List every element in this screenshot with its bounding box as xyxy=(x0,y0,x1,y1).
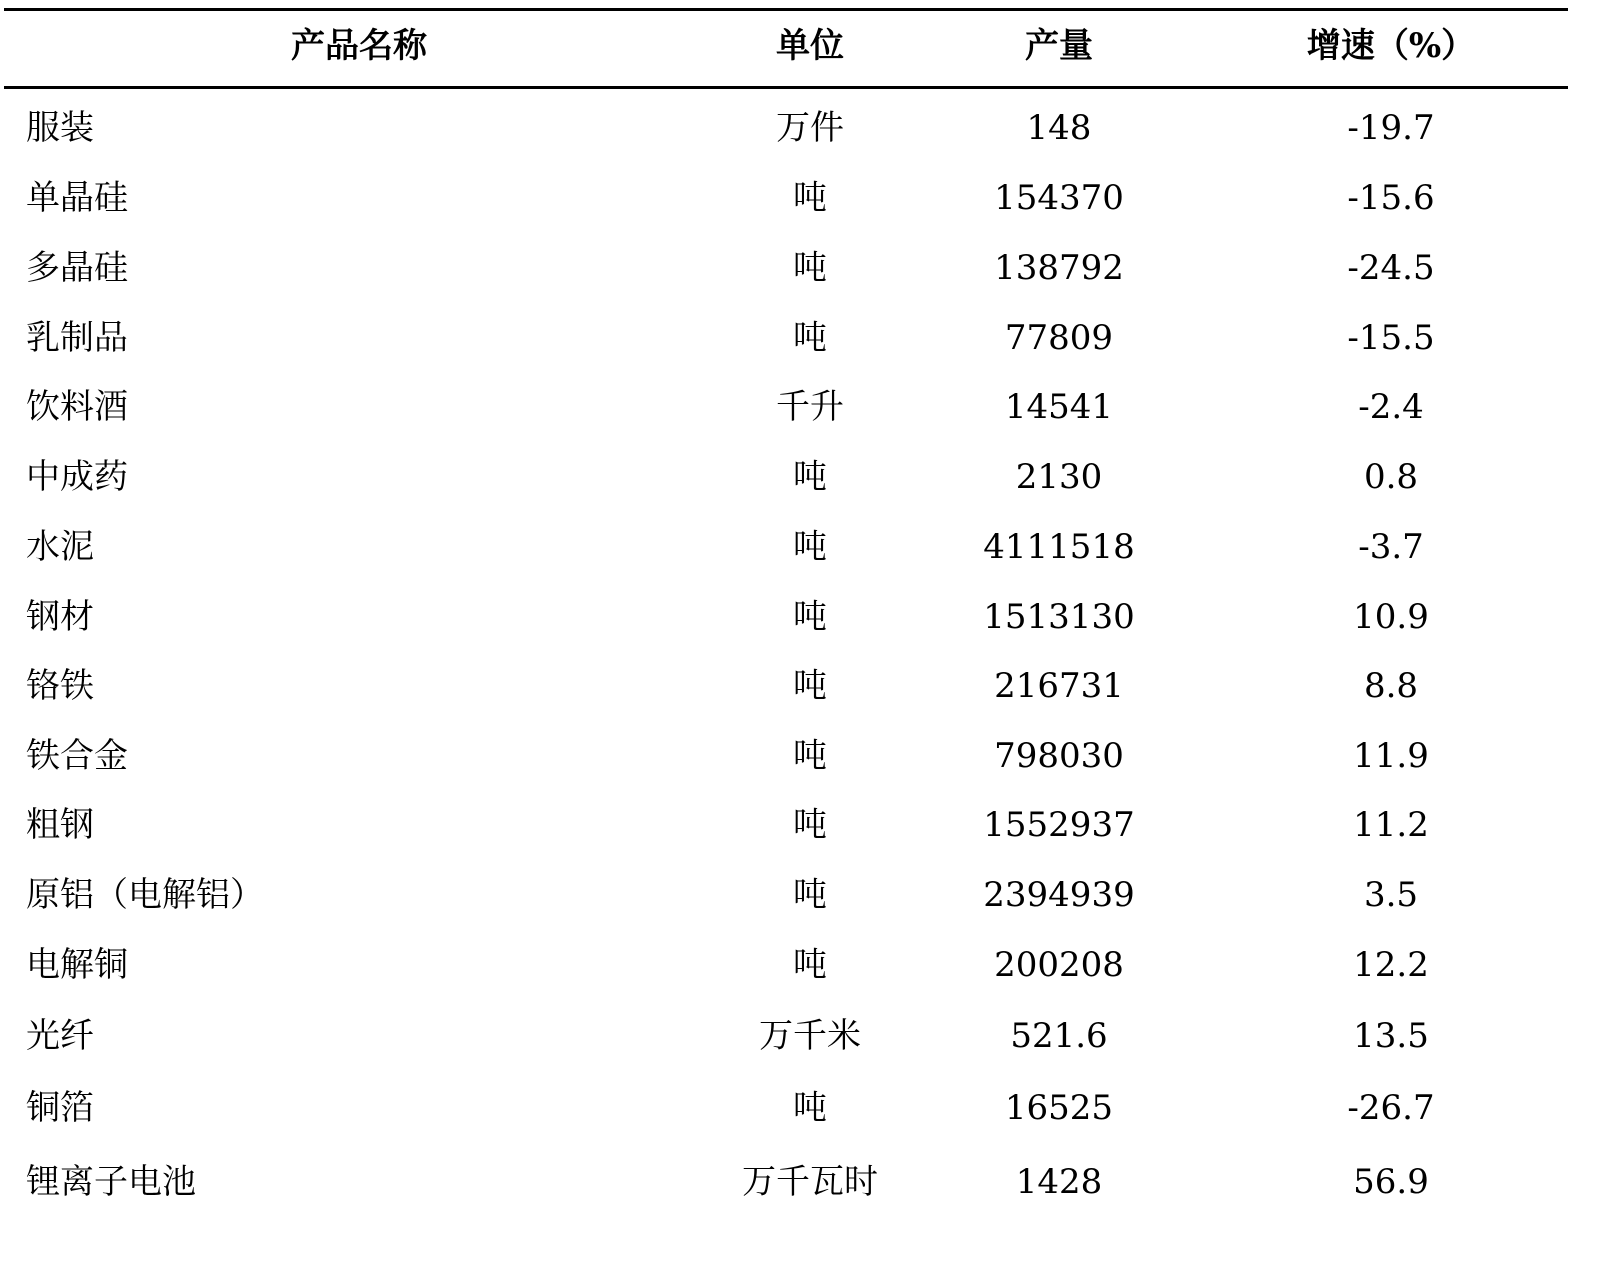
cell-unit: 吨 xyxy=(793,1088,827,1128)
cell-unit: 吨 xyxy=(793,597,827,637)
cell-unit: 吨 xyxy=(793,527,827,567)
table-row xyxy=(4,860,1568,930)
cell-product-name: 原铝（电解铝） xyxy=(26,875,264,915)
cell-output: 16525 xyxy=(1004,1088,1114,1128)
cell-output: 1428 xyxy=(1015,1162,1103,1202)
table-row xyxy=(4,1001,1568,1071)
cell-unit: 吨 xyxy=(793,666,827,706)
cell-growth-rate: 8.8 xyxy=(1363,666,1419,706)
cell-product-name: 多晶硅 xyxy=(26,248,128,288)
cell-product-name: 电解铜 xyxy=(26,945,128,985)
cell-output: 138792 xyxy=(994,248,1124,288)
cell-growth-rate: -19.7 xyxy=(1347,108,1435,148)
cell-product-name: 中成药 xyxy=(26,457,128,497)
table-row xyxy=(4,930,1568,1000)
cell-product-name: 铜箔 xyxy=(26,1088,94,1128)
cell-unit: 吨 xyxy=(793,178,827,218)
cell-unit: 吨 xyxy=(793,875,827,915)
cell-growth-rate: 3.5 xyxy=(1363,875,1419,915)
table-row xyxy=(4,233,1568,303)
cell-output: 4111518 xyxy=(983,527,1135,567)
cell-product-name: 钢材 xyxy=(26,597,94,637)
header-product-name: 产品名称 xyxy=(291,26,427,66)
cell-product-name: 服装 xyxy=(26,108,94,148)
cell-growth-rate: -26.7 xyxy=(1347,1088,1435,1128)
table-row xyxy=(4,512,1568,582)
cell-output: 14541 xyxy=(1004,387,1114,427)
cell-output: 77809 xyxy=(1004,318,1114,358)
table-row xyxy=(4,582,1568,652)
cell-growth-rate: -15.5 xyxy=(1347,318,1435,358)
table-row xyxy=(4,1073,1568,1143)
cell-growth-rate: -2.4 xyxy=(1358,387,1424,427)
cell-unit: 吨 xyxy=(793,805,827,845)
cell-unit: 吨 xyxy=(793,457,827,497)
cell-output: 148 xyxy=(1026,108,1092,148)
table-header-row xyxy=(4,0,1568,86)
cell-growth-rate: 56.9 xyxy=(1353,1162,1429,1202)
cell-unit: 万千米 xyxy=(759,1016,861,1056)
cell-growth-rate: 12.2 xyxy=(1353,945,1429,985)
cell-growth-rate: -3.7 xyxy=(1358,527,1424,567)
cell-output: 798030 xyxy=(994,736,1124,776)
cell-unit: 吨 xyxy=(793,318,827,358)
table-row xyxy=(4,372,1568,442)
table-row xyxy=(4,651,1568,721)
cell-growth-rate: -24.5 xyxy=(1347,248,1435,288)
cell-growth-rate: 13.5 xyxy=(1353,1016,1429,1056)
cell-output: 1552937 xyxy=(983,805,1135,845)
cell-product-name: 乳制品 xyxy=(26,318,128,358)
cell-output: 216731 xyxy=(994,666,1124,706)
cell-output: 521.6 xyxy=(1010,1016,1108,1056)
table-row xyxy=(4,93,1568,163)
cell-product-name: 光纤 xyxy=(26,1016,94,1056)
cell-growth-rate: 10.9 xyxy=(1353,597,1429,637)
header-unit: 单位 xyxy=(776,26,844,66)
cell-unit: 吨 xyxy=(793,248,827,288)
cell-growth-rate: 11.2 xyxy=(1353,805,1429,845)
cell-product-name: 单晶硅 xyxy=(26,178,128,218)
cell-output: 200208 xyxy=(994,945,1124,985)
table-row xyxy=(4,303,1568,373)
cell-product-name: 锂离子电池 xyxy=(26,1162,196,1202)
cell-output: 2130 xyxy=(1015,457,1103,497)
cell-growth-rate: 0.8 xyxy=(1363,457,1419,497)
cell-unit: 吨 xyxy=(793,945,827,985)
table-row xyxy=(4,163,1568,233)
cell-product-name: 铁合金 xyxy=(26,736,128,776)
table-row xyxy=(4,790,1568,860)
header-growth-rate: 增速（%） xyxy=(1306,26,1476,66)
cell-product-name: 铬铁 xyxy=(26,666,94,706)
table-row xyxy=(4,1147,1568,1217)
cell-unit: 万千瓦时 xyxy=(742,1162,878,1202)
cell-unit: 万件 xyxy=(776,108,844,148)
cell-product-name: 粗钢 xyxy=(26,805,94,845)
table-row xyxy=(4,721,1568,791)
header-output: 产量 xyxy=(1025,26,1093,66)
cell-growth-rate: 11.9 xyxy=(1353,736,1429,776)
cell-unit: 千升 xyxy=(776,387,844,427)
cell-output: 2394939 xyxy=(983,875,1135,915)
cell-growth-rate: -15.6 xyxy=(1347,178,1435,218)
cell-product-name: 饮料酒 xyxy=(26,387,128,427)
cell-output: 154370 xyxy=(994,178,1124,218)
table-header-rule xyxy=(4,86,1568,89)
cell-unit: 吨 xyxy=(793,736,827,776)
cell-product-name: 水泥 xyxy=(26,527,94,567)
table-row xyxy=(4,442,1568,512)
cell-output: 1513130 xyxy=(983,597,1135,637)
